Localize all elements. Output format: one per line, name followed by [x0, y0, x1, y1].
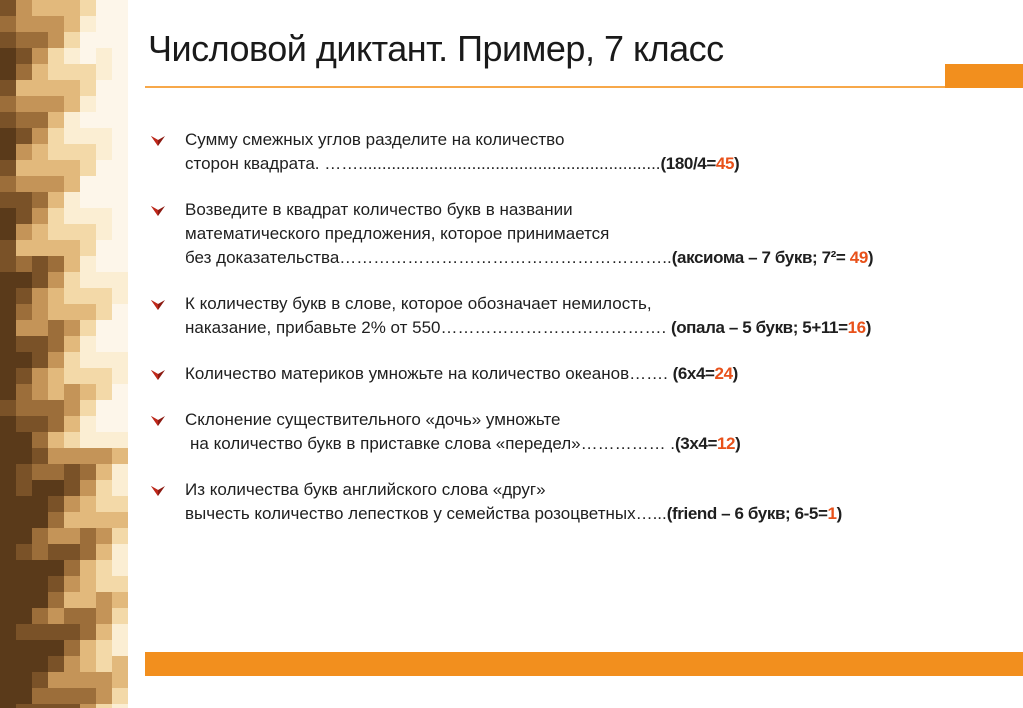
- item-text-line: Склонение существительного «дочь» умножьте: [185, 410, 561, 429]
- answer-label: [673, 364, 738, 383]
- list-item: [150, 478, 1010, 526]
- arrow-bullet-icon: [150, 411, 166, 427]
- list-item: [150, 292, 1010, 340]
- answer-expression: (friend – 6 букв; 6-5=: [666, 504, 828, 523]
- item-text-line: без доказательства…………………………………………………..: [185, 248, 672, 267]
- answer-close: ): [734, 154, 740, 173]
- item-text-line: сторон квадрата. ……................................................................: [185, 154, 661, 173]
- item-last-line: [185, 502, 1010, 526]
- item-last-line: [185, 152, 1010, 176]
- item-text-line: на количество букв в приставке слова «передел»…………… .: [190, 434, 676, 453]
- bullet-list: [150, 128, 1010, 526]
- answer-close: ): [865, 318, 871, 337]
- title-divider: [145, 86, 945, 88]
- item-last-line: [185, 362, 1010, 386]
- answer-label: [671, 318, 871, 337]
- answer-close: ): [732, 364, 738, 383]
- answer-close: ): [836, 504, 842, 523]
- item-text-line: наказание, прибавьте 2% от 550………………………………….: [185, 318, 671, 337]
- arrow-bullet-icon: [150, 201, 166, 217]
- title-accent-block: [945, 64, 1023, 88]
- list-item: [150, 362, 1010, 386]
- item-text-line: Возведите в квадрат количество букв в названии: [185, 200, 573, 219]
- answer-label: [661, 154, 740, 173]
- list-item: [150, 408, 1010, 456]
- answer-close: ): [867, 248, 874, 267]
- answer-number: 24: [714, 364, 733, 383]
- item-text-line: Из количества букв английского слова «друг»: [185, 480, 546, 499]
- item-text-line: Сумму смежных углов разделите на количество: [185, 130, 565, 149]
- item-last-line: [185, 316, 1010, 340]
- answer-label: [675, 434, 740, 453]
- item-last-line: [185, 246, 1010, 270]
- answer-expression: (180/4=: [660, 154, 716, 173]
- answer-number: 1: [827, 504, 837, 523]
- answer-expression: (3х4=: [675, 434, 717, 453]
- arrow-bullet-icon: [150, 365, 166, 381]
- page-title: Числовой диктант. Пример, 7 класс: [148, 28, 724, 69]
- item-text-line: математического предложения, которое принимается: [185, 224, 610, 243]
- arrow-bullet-icon: [150, 131, 166, 147]
- decorative-mosaic-strip: [0, 0, 128, 708]
- answer-expression: (6х4=: [672, 364, 715, 383]
- item-text-line: К количеству букв в слове, которое обозначает немилость,: [185, 294, 652, 313]
- answer-label: [667, 504, 842, 523]
- answer-label: [672, 248, 873, 267]
- arrow-bullet-icon: [150, 295, 166, 311]
- answer-expression: (опала – 5 букв; 5+11=: [670, 318, 848, 337]
- list-item: [150, 128, 1010, 176]
- item-text-line: Количество материков умножьте на количество океанов…….: [185, 364, 673, 383]
- arrow-bullet-icon: [150, 481, 166, 497]
- answer-number: 45: [715, 154, 734, 173]
- list-item: [150, 198, 1010, 270]
- footer-bar: [145, 652, 1023, 676]
- answer-number: 49: [849, 248, 868, 267]
- item-last-line: [185, 432, 1010, 456]
- answer-number: 16: [847, 318, 866, 337]
- answer-close: ): [735, 434, 741, 453]
- answer-number: 12: [716, 434, 736, 453]
- item-text-line: вычесть количество лепестков у семейства розоцветных…...: [185, 504, 667, 523]
- answer-expression: (аксиома – 7 букв; 7²=: [671, 248, 850, 267]
